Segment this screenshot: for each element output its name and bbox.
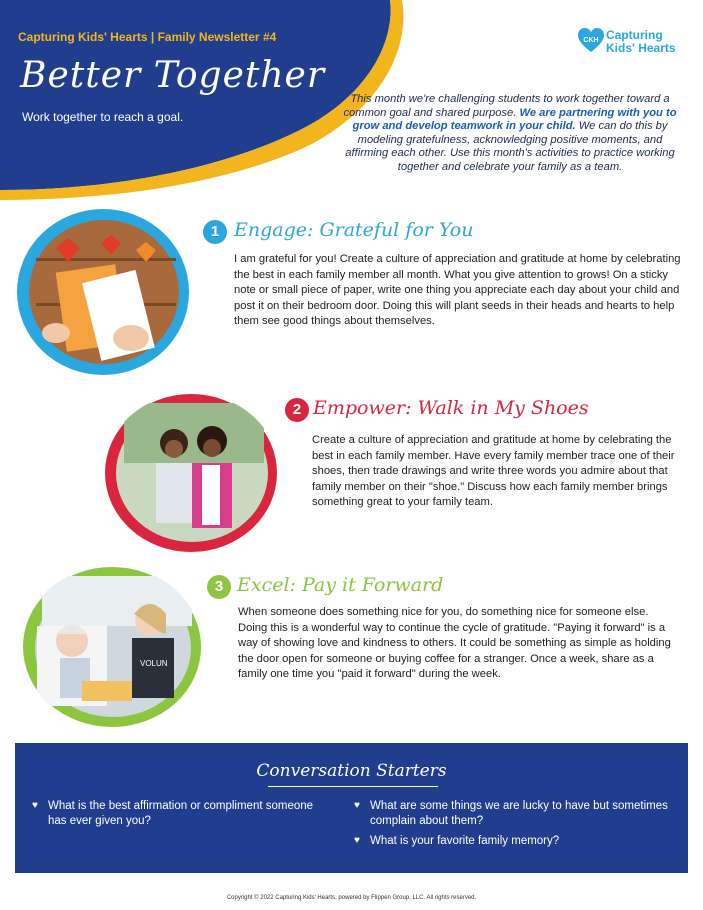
conversation-starters-title: Conversation Starters: [256, 761, 447, 781]
section-2-title: Empower: Walk in My Shoes: [313, 397, 589, 419]
page-subtitle: Work together to reach a goal.: [22, 110, 184, 124]
question-3-text: What is your favorite family memory?: [370, 835, 560, 847]
section-3-body: When someone does something nice for you, do something nice for someone else. Doing this is a wonderful way to continue the cycle of gratitude. "Paying it forward" is a way of showing love and kindness to others. It could be something as simple as holding the door open for someone or buying coffee for a stranger. Once a week, share as a family one time you "paid it forward" during the week.: [238, 606, 671, 680]
heart-logo-icon: [578, 28, 604, 54]
ckh-logo: [578, 28, 688, 58]
conversation-starters-panel: [15, 743, 688, 873]
section-1-title: Engage: Grateful for You: [234, 219, 474, 241]
section-1-body: I am grateful for you! Create a culture of appreciation and gratitude at home by celebrating the best in each family member all month. What you give attention to grows! On a sticky note or small piece of paper, write one thing you appreciate each day about your child and post it on their bedroom door. Doing this will plant seeds in their heads and hearts to help them see good things about themselves.: [234, 253, 681, 327]
section-3-title: Excel: Pay it Forward: [237, 574, 444, 596]
intro-text-2: We can do this by modeling gratefulness, acknowledging positive moments, and affirming each other. Use this month's activities to practice working together and celebrate your family as a team.: [345, 120, 675, 173]
copyright-footer: Copyright © 2022 Capturing Kids' Hearts, powered by Flippen Group, LLC. All rights reserved.: [226, 895, 477, 901]
question-1-text: What is the best affirmation or compliment someone has ever given you?: [48, 800, 314, 827]
intro-paragraph: [340, 93, 680, 174]
logo-mark: CKH: [583, 37, 599, 44]
intro-text-1: This month we're challenging students to work together toward a common goal and shared purpose.: [343, 93, 670, 119]
svg-text:VOLUN: VOLUN: [140, 659, 168, 668]
heart-bullet-icon: ♥: [32, 800, 38, 811]
question-2-text: What are some things we are lucky to have but sometimes complain about them?: [370, 800, 668, 827]
section-2-number: 2: [285, 398, 309, 422]
intro-highlight: We are partnering with you to grow and develop teamwork in your child.: [352, 106, 677, 132]
section-3-number: 3: [207, 575, 231, 599]
section-1-photo: [16, 208, 191, 376]
heart-bullet-icon: ♥: [354, 835, 360, 846]
question-1: [32, 799, 333, 828]
section-3-photo: [22, 566, 202, 728]
question-3: [354, 834, 670, 849]
question-2: [354, 799, 670, 828]
title-underline: [268, 786, 438, 787]
section-2-body: Create a culture of appreciation and gratitude at home by celebrating the best in each family member. Have every family member trace one of their shoes, then trade drawings and write three words you admire about that family member on their "shoe." Discuss how each family member brings something great to your family team.: [312, 434, 675, 508]
heart-bullet-icon: ♥: [354, 800, 360, 811]
section-2-photo: [104, 393, 279, 553]
logo-line-2: Kids' Hearts: [606, 41, 676, 55]
logo-text: [606, 29, 676, 55]
page-title: Better Together: [20, 55, 326, 96]
logo-line-1: Capturing: [606, 28, 663, 42]
newsletter-kicker: Capturing Kids' Hearts | Family Newsletter #4: [18, 30, 277, 44]
section-1-number: 1: [203, 220, 227, 244]
